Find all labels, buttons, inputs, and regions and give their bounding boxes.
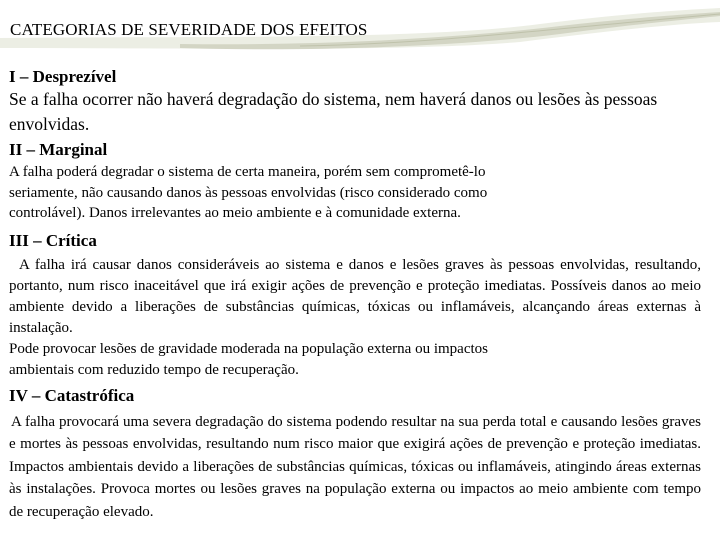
category-4-description: A falha provocará uma severa degradação do sistema podendo resultar na sua perda total e causando lesões graves e mortes às pessoas envolvidas, resultando num risco maior que exigirá ações de prevenção e proteção imediatas. Impactos ambientais devido a liberações de substâncias químicas, tóxicas ou inflamáveis, atingindo áreas externas às instalações. Provoca mortes ou lesões graves na população externa ou impactos ao meio ambiente com tempo de recuperação elevado. (9, 413, 701, 520)
category-2-line: controlável). Danos irrelevantes ao meio ambiente e à comunidade externa. (9, 205, 461, 221)
category-1-description: Se a falha ocorrer não haverá degradação do sistema, nem haverá danos ou lesões às pessoas envolvidas. (9, 89, 658, 134)
page-title: CATEGORIAS DE SEVERIDADE DOS EFEITOS (10, 20, 368, 39)
category-3-extra-line: Pode provocar lesões de gravidade moderada na população externa ou impactos (9, 340, 488, 357)
category-3-heading: III – Crítica (9, 230, 97, 250)
category-2-description (9, 162, 701, 224)
category-2-line: seriamente, não causando danos às pessoas envolvidas (risco considerado como (9, 184, 488, 201)
category-3-extra (9, 339, 701, 381)
severity-categories (9, 66, 701, 523)
category-4-heading: IV – Catastrófica (9, 385, 135, 405)
category-2-heading: II – Marginal (9, 140, 108, 159)
category-1-heading: I – Desprezível (9, 67, 117, 86)
category-3-description: A falha irá causar danos consideráveis ao sistema e danos e lesões graves às pessoas envolvidas, resultando, portanto, num risco inaceitável que irá exigir ações de prevenção e proteção imediatas. Possíveis danos ao meio ambiente devido a liberações de substâncias químicas, tóxicas ou inflamáveis, alcançando áreas externas à instalação. (9, 256, 701, 336)
category-2-line: A falha poderá degradar o sistema de certa maneira, porém sem comprometê-lo (9, 164, 486, 180)
category-3-extra-line: ambientais com reduzido tempo de recuperação. (9, 361, 299, 378)
